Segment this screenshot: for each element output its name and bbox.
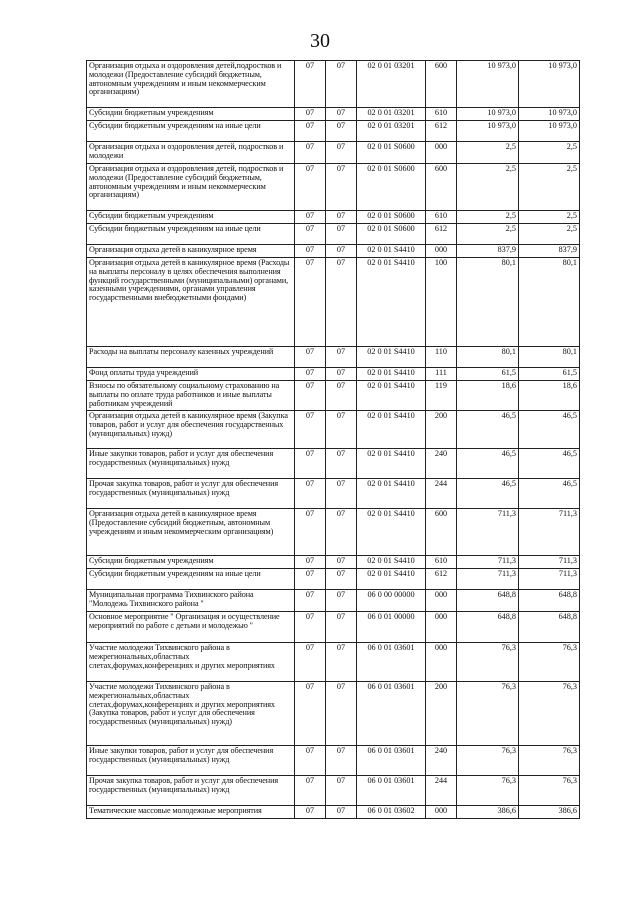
row-target-article-cell: 02 0 01 S4410 bbox=[357, 258, 426, 347]
row-expense-type-cell: 610 bbox=[426, 556, 457, 569]
row-name-cell: Расходы на выплаты персоналу казенных учреждений bbox=[87, 347, 295, 368]
row-name-cell: Субсидии бюджетным учреждениям bbox=[87, 556, 295, 569]
row-amount-2-cell: 76,3 bbox=[519, 776, 580, 806]
row-name-cell: Участие молодежи Тихвинского района в межрегиональных,областных слетах,форумах,конференциях и других мероприятиях bbox=[87, 643, 295, 682]
row-amount-1-cell: 10 973,0 bbox=[457, 121, 519, 142]
row-name-cell: Субсидии бюджетным учреждениям на иные цели bbox=[87, 569, 295, 590]
table-row bbox=[87, 108, 580, 121]
row-amount-1-cell: 648,8 bbox=[457, 590, 519, 612]
row-section-cell: 07 bbox=[295, 224, 326, 245]
table-row bbox=[87, 746, 580, 776]
row-target-article-cell: 06 0 01 00000 bbox=[357, 612, 426, 643]
row-target-article-cell: 02 0 01 S4410 bbox=[357, 556, 426, 569]
row-amount-1-cell: 10 973,0 bbox=[457, 108, 519, 121]
row-name-cell: Взносы по обязательному социальному страхованию на выплаты по оплате труда работников и иные выплаты работникам учреждений bbox=[87, 381, 295, 411]
row-amount-1-cell: 80,1 bbox=[457, 258, 519, 347]
row-amount-2-cell: 386,6 bbox=[519, 806, 580, 819]
row-subsection-cell: 07 bbox=[326, 569, 357, 590]
row-target-article-cell: 02 0 01 S4410 bbox=[357, 411, 426, 449]
row-amount-2-cell: 2,5 bbox=[519, 224, 580, 245]
row-name-cell: Субсидии бюджетным учреждениям на иные цели bbox=[87, 121, 295, 142]
row-name-cell: Прочая закупка товаров, работ и услуг для обеспечения государственных (муниципальных) нужд bbox=[87, 479, 295, 509]
row-section-cell: 07 bbox=[295, 381, 326, 411]
row-amount-1-cell: 61,5 bbox=[457, 368, 519, 381]
table-row bbox=[87, 258, 580, 347]
row-name-cell: Организация отдыха и оздоровления детей, подростков и молодежи bbox=[87, 142, 295, 164]
row-expense-type-cell: 244 bbox=[426, 776, 457, 806]
row-amount-1-cell: 2,5 bbox=[457, 164, 519, 211]
row-amount-1-cell: 80,1 bbox=[457, 347, 519, 368]
row-name-cell: Субсидии бюджетным учреждениям bbox=[87, 211, 295, 224]
row-target-article-cell: 02 0 01 S4410 bbox=[357, 381, 426, 411]
row-amount-1-cell: 2,5 bbox=[457, 224, 519, 245]
table-row bbox=[87, 590, 580, 612]
row-expense-type-cell: 244 bbox=[426, 479, 457, 509]
row-expense-type-cell: 110 bbox=[426, 347, 457, 368]
row-amount-2-cell: 10 973,0 bbox=[519, 108, 580, 121]
row-amount-2-cell: 837,9 bbox=[519, 245, 580, 258]
row-expense-type-cell: 612 bbox=[426, 569, 457, 590]
row-target-article-cell: 02 0 01 S4410 bbox=[357, 509, 426, 556]
row-section-cell: 07 bbox=[295, 509, 326, 556]
table-row bbox=[87, 347, 580, 368]
row-target-article-cell: 02 0 01 03201 bbox=[357, 121, 426, 142]
row-amount-1-cell: 837,9 bbox=[457, 245, 519, 258]
row-target-article-cell: 06 0 01 03601 bbox=[357, 776, 426, 806]
row-expense-type-cell: 200 bbox=[426, 411, 457, 449]
row-target-article-cell: 02 0 01 S0600 bbox=[357, 224, 426, 245]
row-section-cell: 07 bbox=[295, 258, 326, 347]
row-section-cell: 07 bbox=[295, 556, 326, 569]
row-subsection-cell: 07 bbox=[326, 142, 357, 164]
row-amount-1-cell: 711,3 bbox=[457, 556, 519, 569]
row-expense-type-cell: 612 bbox=[426, 121, 457, 142]
table-row bbox=[87, 479, 580, 509]
row-section-cell: 07 bbox=[295, 479, 326, 509]
row-name-cell: Организация отдыха и оздоровления детей,подростков и молодежи (Предоставление субсидий бюджетным, автономным учреждениям и иным некоммерческим организациям) bbox=[87, 61, 295, 108]
row-subsection-cell: 07 bbox=[326, 164, 357, 211]
row-expense-type-cell: 610 bbox=[426, 211, 457, 224]
row-amount-1-cell: 386,6 bbox=[457, 806, 519, 819]
row-amount-2-cell: 46,5 bbox=[519, 449, 580, 479]
row-name-cell: Участие молодежи Тихвинского района в межрегиональных,областных слетах,форумах,конференциях и других мероприятиях (Закупка товаров, работ и услуг для обеспечения государственных (муниципальных) нужд) bbox=[87, 682, 295, 746]
row-subsection-cell: 07 bbox=[326, 612, 357, 643]
row-target-article-cell: 02 0 01 S4410 bbox=[357, 368, 426, 381]
row-section-cell: 07 bbox=[295, 806, 326, 819]
row-amount-1-cell: 2,5 bbox=[457, 142, 519, 164]
row-amount-2-cell: 10 973,0 bbox=[519, 121, 580, 142]
row-subsection-cell: 07 bbox=[326, 224, 357, 245]
row-subsection-cell: 07 bbox=[326, 776, 357, 806]
row-amount-2-cell: 80,1 bbox=[519, 258, 580, 347]
table-row bbox=[87, 224, 580, 245]
row-expense-type-cell: 000 bbox=[426, 643, 457, 682]
row-expense-type-cell: 600 bbox=[426, 164, 457, 211]
row-amount-2-cell: 711,3 bbox=[519, 509, 580, 556]
table-row bbox=[87, 556, 580, 569]
table-row bbox=[87, 643, 580, 682]
table-row bbox=[87, 612, 580, 643]
row-section-cell: 07 bbox=[295, 121, 326, 142]
row-amount-1-cell: 76,3 bbox=[457, 682, 519, 746]
row-target-article-cell: 06 0 01 03602 bbox=[357, 806, 426, 819]
row-name-cell: Организация отдыха детей в каникулярное время (Расходы на выплаты персоналу в целях обеспечения выполнения функций государственными (муниципальными) органами, казенными учреждениями, органами управления государственными внебюджетными фондами) bbox=[87, 258, 295, 347]
row-subsection-cell: 07 bbox=[326, 746, 357, 776]
row-amount-2-cell: 76,3 bbox=[519, 643, 580, 682]
table-row bbox=[87, 776, 580, 806]
row-target-article-cell: 06 0 01 03601 bbox=[357, 643, 426, 682]
row-expense-type-cell: 000 bbox=[426, 612, 457, 643]
row-section-cell: 07 bbox=[295, 746, 326, 776]
row-amount-2-cell: 648,8 bbox=[519, 612, 580, 643]
row-target-article-cell: 02 0 01 S4410 bbox=[357, 245, 426, 258]
row-amount-1-cell: 18,6 bbox=[457, 381, 519, 411]
row-amount-2-cell: 46,5 bbox=[519, 411, 580, 449]
row-name-cell: Субсидии бюджетным учреждениям bbox=[87, 108, 295, 121]
row-target-article-cell: 02 0 01 S0600 bbox=[357, 164, 426, 211]
table-row bbox=[87, 569, 580, 590]
row-amount-1-cell: 648,8 bbox=[457, 612, 519, 643]
table-row bbox=[87, 509, 580, 556]
row-section-cell: 07 bbox=[295, 347, 326, 368]
row-amount-1-cell: 76,3 bbox=[457, 776, 519, 806]
row-amount-2-cell: 10 973,0 bbox=[519, 61, 580, 108]
table-row bbox=[87, 368, 580, 381]
row-subsection-cell: 07 bbox=[326, 479, 357, 509]
row-amount-2-cell: 61,5 bbox=[519, 368, 580, 381]
row-target-article-cell: 02 0 01 S0600 bbox=[357, 211, 426, 224]
row-expense-type-cell: 000 bbox=[426, 142, 457, 164]
row-subsection-cell: 07 bbox=[326, 381, 357, 411]
row-target-article-cell: 02 0 01 03201 bbox=[357, 61, 426, 108]
table-row bbox=[87, 806, 580, 819]
row-subsection-cell: 07 bbox=[326, 368, 357, 381]
row-section-cell: 07 bbox=[295, 612, 326, 643]
row-expense-type-cell: 240 bbox=[426, 449, 457, 479]
row-amount-2-cell: 80,1 bbox=[519, 347, 580, 368]
row-name-cell: Организация отдыха детей в каникулярное время bbox=[87, 245, 295, 258]
row-name-cell: Тематические массовые молодежные мероприятия bbox=[87, 806, 295, 819]
row-amount-2-cell: 2,5 bbox=[519, 142, 580, 164]
row-name-cell: Прочая закупка товаров, работ и услуг для обеспечения государственных (муниципальных) нужд bbox=[87, 776, 295, 806]
row-target-article-cell: 06 0 01 03601 bbox=[357, 682, 426, 746]
row-name-cell: Муниципальная программа Тихвинского района "Молодежь Тихвинского района " bbox=[87, 590, 295, 612]
row-section-cell: 07 bbox=[295, 368, 326, 381]
row-subsection-cell: 07 bbox=[326, 211, 357, 224]
row-name-cell: Субсидии бюджетным учреждениям на иные цели bbox=[87, 224, 295, 245]
row-amount-2-cell: 76,3 bbox=[519, 682, 580, 746]
row-amount-1-cell: 46,5 bbox=[457, 411, 519, 449]
row-expense-type-cell: 000 bbox=[426, 590, 457, 612]
row-amount-1-cell: 46,5 bbox=[457, 479, 519, 509]
row-amount-2-cell: 76,3 bbox=[519, 746, 580, 776]
row-section-cell: 07 bbox=[295, 682, 326, 746]
row-target-article-cell: 02 0 01 S4410 bbox=[357, 347, 426, 368]
row-section-cell: 07 bbox=[295, 590, 326, 612]
row-section-cell: 07 bbox=[295, 449, 326, 479]
row-amount-2-cell: 711,3 bbox=[519, 569, 580, 590]
row-expense-type-cell: 240 bbox=[426, 746, 457, 776]
row-name-cell: Фонд оплаты труда учреждений bbox=[87, 368, 295, 381]
row-expense-type-cell: 600 bbox=[426, 509, 457, 556]
row-expense-type-cell: 600 bbox=[426, 61, 457, 108]
row-subsection-cell: 07 bbox=[326, 806, 357, 819]
row-section-cell: 07 bbox=[295, 142, 326, 164]
row-expense-type-cell: 119 bbox=[426, 381, 457, 411]
row-subsection-cell: 07 bbox=[326, 509, 357, 556]
table-row bbox=[87, 211, 580, 224]
row-target-article-cell: 02 0 01 S4410 bbox=[357, 479, 426, 509]
row-name-cell: Организация отдыха детей в каникулярное время (Предоставление субсидий бюджетным, автономным учреждениям и иным некоммерческим организациям) bbox=[87, 509, 295, 556]
page-number: 30 bbox=[310, 30, 330, 52]
row-amount-1-cell: 10 973,0 bbox=[457, 61, 519, 108]
row-name-cell: Иные закупки товаров, работ и услуг для обеспечения государственных (муниципальных) нужд bbox=[87, 746, 295, 776]
row-name-cell: Организация отдыха и оздоровления детей, подростков и молодежи (Предоставление субсидий бюджетным, автономным учреждениям и иным некоммерческим организациям) bbox=[87, 164, 295, 211]
row-subsection-cell: 07 bbox=[326, 121, 357, 142]
row-amount-2-cell: 2,5 bbox=[519, 164, 580, 211]
table-row bbox=[87, 121, 580, 142]
table-row bbox=[87, 245, 580, 258]
row-target-article-cell: 06 0 00 00000 bbox=[357, 590, 426, 612]
row-section-cell: 07 bbox=[295, 643, 326, 682]
row-amount-1-cell: 76,3 bbox=[457, 643, 519, 682]
row-amount-1-cell: 46,5 bbox=[457, 449, 519, 479]
row-subsection-cell: 07 bbox=[326, 411, 357, 449]
row-amount-2-cell: 648,8 bbox=[519, 590, 580, 612]
row-amount-2-cell: 46,5 bbox=[519, 479, 580, 509]
row-name-cell: Иные закупки товаров, работ и услуг для обеспечения государственных (муниципальных) нужд bbox=[87, 449, 295, 479]
table-row bbox=[87, 682, 580, 746]
table-row bbox=[87, 164, 580, 211]
table-row bbox=[87, 381, 580, 411]
row-subsection-cell: 07 bbox=[326, 449, 357, 479]
budget-table-body bbox=[87, 61, 580, 819]
row-amount-1-cell: 2,5 bbox=[457, 211, 519, 224]
row-expense-type-cell: 000 bbox=[426, 806, 457, 819]
row-name-cell: Основное мероприятие " Организация и осуществление мероприятий по работе с детьми и молодежью " bbox=[87, 612, 295, 643]
row-subsection-cell: 07 bbox=[326, 61, 357, 108]
row-expense-type-cell: 200 bbox=[426, 682, 457, 746]
row-section-cell: 07 bbox=[295, 61, 326, 108]
row-expense-type-cell: 100 bbox=[426, 258, 457, 347]
row-section-cell: 07 bbox=[295, 411, 326, 449]
table-row bbox=[87, 61, 580, 108]
row-expense-type-cell: 111 bbox=[426, 368, 457, 381]
row-subsection-cell: 07 bbox=[326, 347, 357, 368]
row-amount-2-cell: 2,5 bbox=[519, 211, 580, 224]
row-target-article-cell: 02 0 01 03201 bbox=[357, 108, 426, 121]
row-amount-1-cell: 711,3 bbox=[457, 569, 519, 590]
row-amount-2-cell: 18,6 bbox=[519, 381, 580, 411]
row-expense-type-cell: 000 bbox=[426, 245, 457, 258]
table-row bbox=[87, 411, 580, 449]
row-target-article-cell: 06 0 01 03601 bbox=[357, 746, 426, 776]
row-name-cell: Организация отдыха детей в каникулярное время (Закупка товаров, работ и услуг для обеспечения государственных (муниципальных) нужд) bbox=[87, 411, 295, 449]
table-row bbox=[87, 449, 580, 479]
row-subsection-cell: 07 bbox=[326, 643, 357, 682]
row-expense-type-cell: 612 bbox=[426, 224, 457, 245]
row-target-article-cell: 02 0 01 S4410 bbox=[357, 569, 426, 590]
row-expense-type-cell: 610 bbox=[426, 108, 457, 121]
row-target-article-cell: 02 0 01 S0600 bbox=[357, 142, 426, 164]
row-section-cell: 07 bbox=[295, 108, 326, 121]
row-amount-2-cell: 711,3 bbox=[519, 556, 580, 569]
budget-table bbox=[86, 60, 580, 819]
row-subsection-cell: 07 bbox=[326, 258, 357, 347]
table-row bbox=[87, 142, 580, 164]
row-section-cell: 07 bbox=[295, 211, 326, 224]
row-target-article-cell: 02 0 01 S4410 bbox=[357, 449, 426, 479]
row-amount-1-cell: 711,3 bbox=[457, 509, 519, 556]
row-subsection-cell: 07 bbox=[326, 682, 357, 746]
row-section-cell: 07 bbox=[295, 569, 326, 590]
row-section-cell: 07 bbox=[295, 776, 326, 806]
row-subsection-cell: 07 bbox=[326, 590, 357, 612]
row-amount-1-cell: 76,3 bbox=[457, 746, 519, 776]
row-section-cell: 07 bbox=[295, 245, 326, 258]
row-subsection-cell: 07 bbox=[326, 245, 357, 258]
row-subsection-cell: 07 bbox=[326, 108, 357, 121]
row-subsection-cell: 07 bbox=[326, 556, 357, 569]
row-section-cell: 07 bbox=[295, 164, 326, 211]
